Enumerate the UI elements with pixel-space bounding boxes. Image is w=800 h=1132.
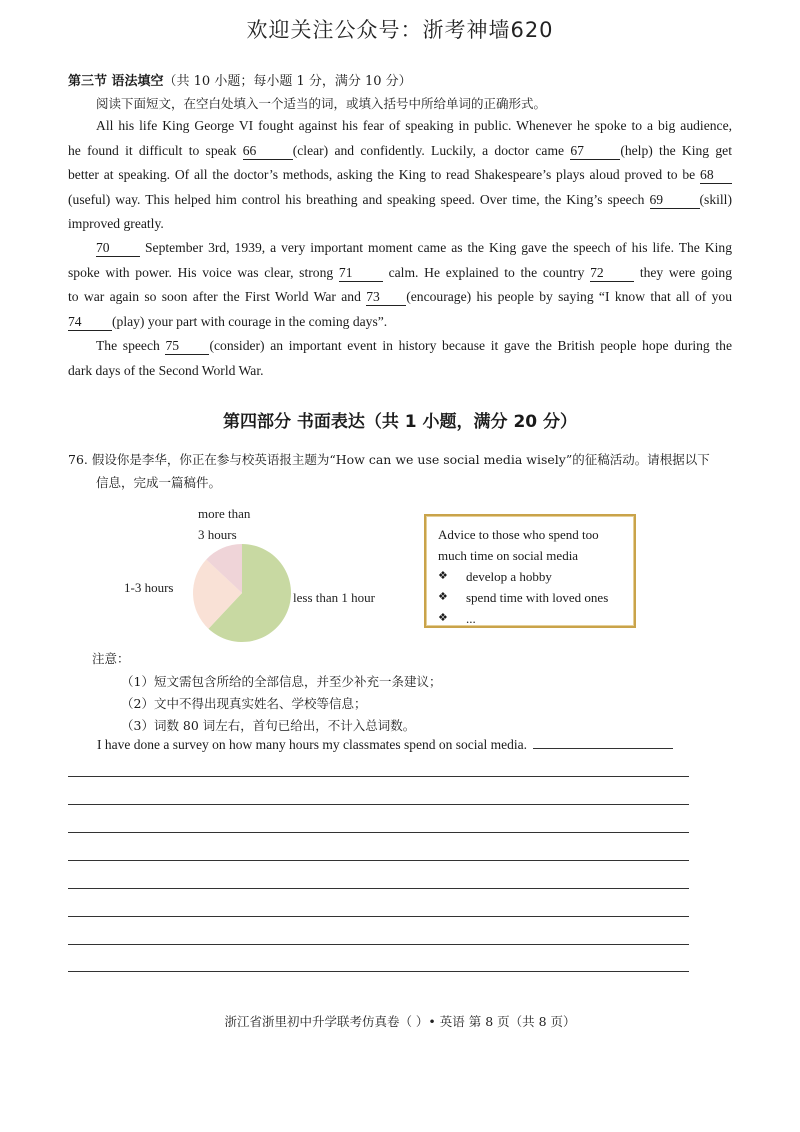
diamond-bullet-icon: ❖ <box>438 570 448 582</box>
passage-line: 70 September 3rd, 1939, a very important moment came as the King gave the speech of his life. The King <box>96 240 732 255</box>
passage-line: (useful) way. This helped him control his breathing and speaking speed. Over time, the King’s speech 69 (skill) <box>68 191 732 207</box>
section3-heading <box>68 70 412 89</box>
writing-line[interactable] <box>68 916 689 917</box>
passage-line: better at speaking. Of all the doctor’s methods, asking the King to read Shakespeare’s plays aloud proved to be 68 <box>68 163 732 188</box>
note-3: （3）词数 80 词左右，首句已给出，不计入总词数。 <box>121 718 416 733</box>
part4-title: 第四部分 书面表达（共 1 小题，满分 20 分） <box>222 412 578 432</box>
question-76-line: 信息，完成一篇稿件。 <box>96 475 222 490</box>
blank-75[interactable]: 75 <box>165 338 209 355</box>
blank-72[interactable]: 72 <box>590 265 634 282</box>
writing-line[interactable] <box>68 971 689 972</box>
question-76-prompt <box>68 448 733 494</box>
writing-line[interactable] <box>68 944 689 945</box>
section3-instruction: 阅读下面短文，在空白处填入一个适当的词，或填入括号中所给单词的正确形式。 <box>96 96 547 111</box>
blank-68[interactable]: 68 <box>700 167 732 184</box>
writing-first-sentence: I have done a survey on how many hours my classmates spend on social media. <box>97 736 673 753</box>
passage-line: to war again so soon after the First World War and 73 (encourage) his people by saying “I know that all of you <box>68 289 732 304</box>
advice-item: ❖ spend time with loved ones <box>438 587 634 608</box>
pie-chart <box>110 502 410 652</box>
advice-title-line: Advice to those who spend too <box>438 527 599 542</box>
question-76-line: 76. 假设你是李华，你正在参与校英语报主题为“How can we use social media wisely”的征稿活动。请根据以下 <box>68 452 710 467</box>
writing-line[interactable] <box>68 888 689 889</box>
passage-line: The speech 75 (consider) an important event in history because it gave the British people hope during the <box>96 338 732 353</box>
blank-71[interactable]: 71 <box>339 265 383 282</box>
passage-line: he found it difficult to speak 66 (clear) and confidently. Luckily, a doctor came 67 (help) the King get <box>68 142 732 158</box>
label-1-3-hours: 1-3 hours <box>124 580 174 595</box>
writing-line[interactable] <box>68 860 689 861</box>
passage-paragraph-3 <box>68 334 732 383</box>
page-footer: 浙江省浙里初中升学联考仿真卷（ ）• 英语 第 8 页（共 8 页） <box>224 1014 576 1029</box>
section3-note: （共 10 小题；每小题 1 分，满分 10 分） <box>163 74 412 89</box>
writing-line[interactable] <box>68 776 689 777</box>
header-title: 欢迎关注公众号：浙考神墙620 <box>246 18 554 42</box>
section3-title: 第三节 语法填空 <box>68 74 164 89</box>
blank-67[interactable]: 67 <box>570 143 620 160</box>
diamond-bullet-icon: ❖ <box>438 591 448 603</box>
writing-line-tail[interactable] <box>533 736 673 749</box>
passage-paragraph-2 <box>68 236 732 334</box>
label-less-than-1-hour: less than 1 hour <box>293 590 375 605</box>
advice-box <box>424 514 636 628</box>
passage-line: 74 (play) your part with courage in the coming days”. <box>68 313 388 329</box>
passage-line: All his life King George VI fought against his fear of speaking in public. Whenever he spoke to a big audience, <box>96 118 732 133</box>
passage-paragraph-1 <box>68 114 732 237</box>
advice-title-line: much time on social media <box>438 548 579 563</box>
writing-line[interactable] <box>68 832 689 833</box>
advice-item: ❖ ... <box>438 608 634 629</box>
pie-chart-svg <box>110 502 410 652</box>
diamond-bullet-icon: ❖ <box>438 612 448 624</box>
blank-69[interactable]: 69 <box>650 192 700 209</box>
passage-line: improved greatly. <box>68 216 164 231</box>
notes-heading: 注意： <box>92 651 130 666</box>
blank-73[interactable]: 73 <box>366 289 406 306</box>
blank-66[interactable]: 66 <box>243 143 293 160</box>
note-1: （1）短文需包含所给的全部信息，并至少补充一条建议； <box>121 674 442 689</box>
blank-74[interactable]: 74 <box>68 314 112 331</box>
passage-line: spoke with power. His voice was clear, strong 71 calm. He explained to the country 72 they were going <box>68 264 733 280</box>
advice-item: ❖ develop a hobby <box>438 566 634 587</box>
label-more-than-3-hours-l2: 3 hours <box>198 527 237 542</box>
writing-line[interactable] <box>68 804 689 805</box>
label-more-than-3-hours-l1: more than <box>198 506 251 521</box>
note-2: （2）文中不得出现真实姓名、学校等信息； <box>121 696 367 711</box>
passage-line: dark days of the Second World War. <box>68 362 264 378</box>
blank-70[interactable]: 70 <box>96 240 140 257</box>
